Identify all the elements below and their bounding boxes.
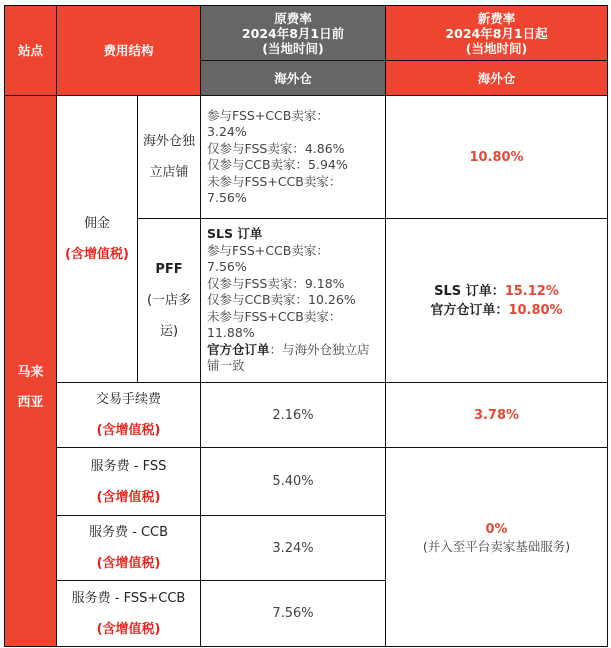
new-rate-subheader: 海外仓 xyxy=(386,61,608,96)
header-row-1 xyxy=(5,6,608,61)
old-rate-line: 3.24% xyxy=(207,124,247,139)
old-rate-line: 仅参与FSS卖家：4.86% xyxy=(207,140,345,156)
official-warehouse-label: 官方仓订单 xyxy=(207,341,270,357)
fee-structure-header: 费用结构 xyxy=(57,6,201,96)
service-fee-fss-ccb-label: 服务费 - FSS+CCB xyxy=(71,590,186,606)
old-rate-line: 11.88% xyxy=(207,325,255,341)
old-rate-line: 未参与FSS+CCB卖家： xyxy=(207,308,342,324)
site-header: 站点 xyxy=(5,6,57,96)
old-rate-note: (当地时间) xyxy=(262,40,324,56)
new-rate-header xyxy=(386,6,608,61)
new-rate-date: 2024年8月1日起 xyxy=(445,25,548,41)
new-rate-value: 10.80% xyxy=(508,302,563,318)
site-cell xyxy=(5,96,57,647)
pff-label: PFF xyxy=(155,262,183,277)
old-rate-line: 参与FSS+CCB卖家： xyxy=(207,107,329,123)
new-rate-title: 新费率 xyxy=(477,10,516,26)
old-rate-header xyxy=(201,6,386,61)
old-rate-line: 仅参与CCB卖家：5.94% xyxy=(207,157,348,172)
service-fee-fss-ccb-label-cell xyxy=(57,581,201,647)
service-fee-fss-ccb-tax-note: (含增值税) xyxy=(96,621,161,637)
commission-label-cell xyxy=(57,96,138,383)
old-rate-line: 7.56% xyxy=(207,190,247,205)
new-rate-key: 官方仓订单： xyxy=(430,302,509,318)
old-rate-line: 仅参与CCB卖家：10.26% xyxy=(207,292,356,308)
old-rate-title: 原费率 xyxy=(274,10,312,26)
pff-sublabel: (一店多运) xyxy=(146,293,192,339)
new-rate-line xyxy=(392,282,601,301)
official-warehouse-text: ：与海外仓独立店铺一致 xyxy=(207,341,370,374)
official-warehouse-line xyxy=(207,342,379,375)
fee-comparison-table xyxy=(4,5,608,647)
transaction-fee-new: 3.78% xyxy=(386,383,608,448)
pff-old-rates xyxy=(201,219,386,383)
old-rate-line: 未参与FSS+CCB卖家： xyxy=(207,173,342,189)
service-fee-new-value: 0% xyxy=(485,522,508,537)
table-row-transaction-fee xyxy=(5,383,608,448)
service-fee-fss-ccb-old: 7.56% xyxy=(201,581,386,647)
standalone-new-rate: 10.80% xyxy=(386,96,608,219)
old-rate-date: 2024年8月1日前 xyxy=(241,25,345,41)
sls-order-heading: SLS 订单 xyxy=(207,226,263,242)
commission-label: 佣金 xyxy=(83,216,110,231)
table-row-service-fee-fss xyxy=(5,448,608,516)
commission-tax-note: (含增值税) xyxy=(65,247,129,262)
service-fee-fss-tax-note: (含增值税) xyxy=(96,489,161,505)
new-rate-line xyxy=(392,301,601,320)
standalone-store-label: 海外仓独立店铺 xyxy=(138,96,201,219)
transaction-fee-old: 2.16% xyxy=(201,383,386,448)
standalone-old-rates xyxy=(201,96,386,219)
service-fee-fss-old: 5.40% xyxy=(201,448,386,516)
service-fee-ccb-old: 3.24% xyxy=(201,516,386,581)
old-rate-subheader: 海外仓 xyxy=(201,61,386,96)
new-rate-note: (当地时间) xyxy=(465,40,528,56)
pff-new-rates xyxy=(386,219,608,383)
transaction-fee-tax-note: (含增值税) xyxy=(96,423,161,438)
old-rate-line: 参与FSS+CCB卖家： xyxy=(207,242,329,258)
old-rate-line: 7.56% xyxy=(207,259,247,275)
new-rate-key: SLS 订单： xyxy=(434,283,505,299)
service-fee-new-note: (并入至平台卖家基础服务) xyxy=(422,539,571,554)
table-row-commission-standalone xyxy=(5,96,608,219)
service-fee-fss-label-cell xyxy=(57,448,201,516)
new-rate-value: 15.12% xyxy=(504,283,559,299)
service-fee-ccb-label-cell xyxy=(57,516,201,581)
pff-label-cell xyxy=(138,219,201,383)
service-fee-ccb-tax-note: (含增值税) xyxy=(96,556,161,571)
service-fee-new-merged xyxy=(386,448,608,647)
site-label: 马来西亚 xyxy=(17,365,44,410)
transaction-fee-label: 交易手续费 xyxy=(96,392,162,407)
service-fee-fss-label: 服务费 - FSS xyxy=(90,458,167,474)
service-fee-ccb-label: 服务费 - CCB xyxy=(88,525,169,540)
old-rate-line: 仅参与FSS卖家：9.18% xyxy=(207,275,345,291)
transaction-fee-label-cell xyxy=(57,383,201,448)
